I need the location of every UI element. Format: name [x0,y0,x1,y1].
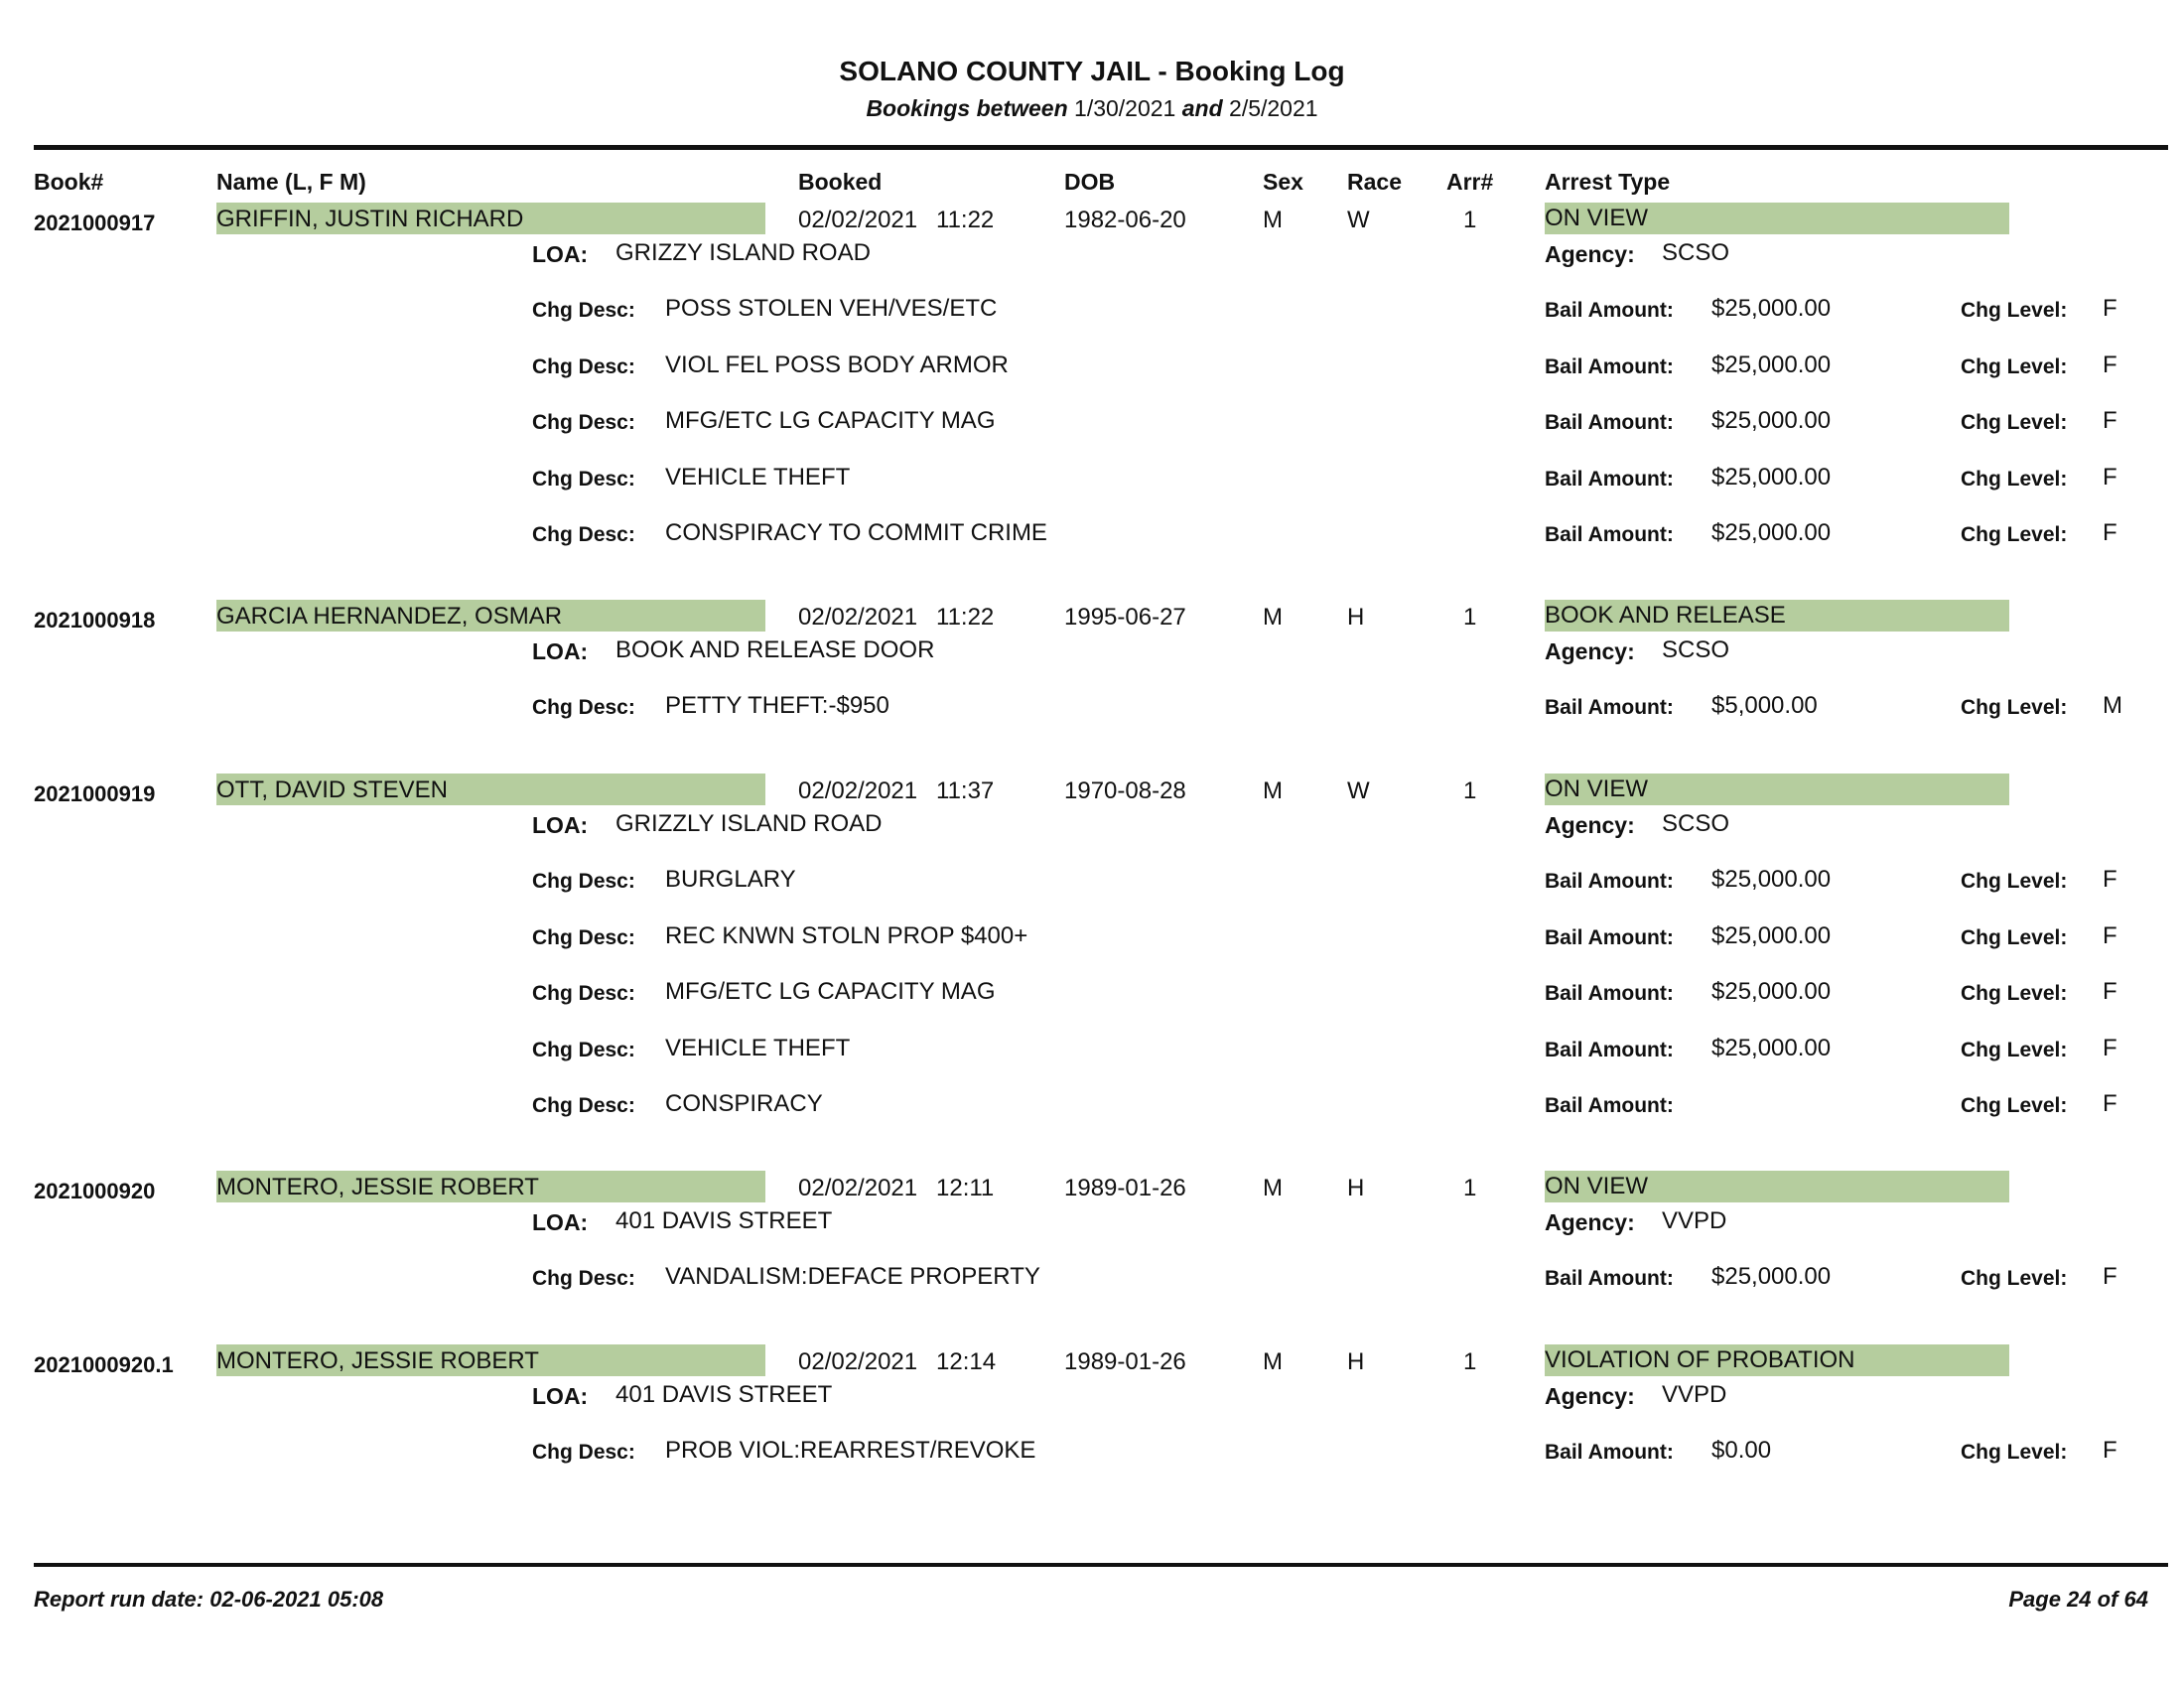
charge-level: F [2103,464,2117,491]
page-number: Page 24 of 64 [2008,1587,2148,1612]
date-of-birth: 1989-01-26 [1064,1175,1186,1201]
bail-amount: $25,000.00 [1711,407,1832,434]
bail-amount-label: Bail Amount: [1545,870,1674,893]
charge-description: PROB VIOL:REARREST/REVOKE [665,1437,1036,1464]
inmate-name: GRIFFIN, JUSTIN RICHARD [216,203,765,234]
charge-description: REC KNWN STOLN PROP $400+ [665,922,1028,949]
bail-amount-label: Bail Amount: [1545,696,1674,719]
date-to: 2/5/2021 [1229,95,1318,121]
agency-label: Agency: [1545,638,1635,664]
charge-description: CONSPIRACY TO COMMIT CRIME [665,519,1047,546]
bail-amount: $25,000.00 [1711,1263,1832,1290]
booked-time: 12:14 [936,1348,997,1375]
report-run-date: Report run date: 02-06-2021 05:08 [34,1587,384,1612]
sex: M [1263,1175,1283,1201]
charge-description: VANDALISM:DEFACE PROPERTY [665,1263,1040,1290]
agency-label: Agency: [1545,1209,1635,1235]
bail-amount-label: Bail Amount: [1545,468,1674,491]
inmate-name: OTT, DAVID STEVEN [216,774,765,805]
charge-level: M [2103,692,2122,719]
date-of-birth: 1989-01-26 [1064,1348,1186,1375]
loa-label: LOA: [532,1209,589,1235]
loa-label: LOA: [532,812,589,838]
agency-value: SCSO [1662,810,1730,837]
sex: M [1263,1348,1283,1375]
agency-label: Agency: [1545,812,1635,838]
bail-amount-label: Bail Amount: [1545,355,1674,378]
book-number: 2021000920.1 [34,1352,174,1377]
charge-desc-label: Chg Desc: [532,1039,635,1061]
charge-description: PETTY THEFT:-$950 [665,692,889,719]
charge-desc-label: Chg Desc: [532,523,635,546]
charge-desc-label: Chg Desc: [532,355,635,378]
bail-amount: $25,000.00 [1711,352,1832,378]
report-subtitle [0,95,2184,122]
sex: M [1263,207,1283,233]
charge-level: F [2103,1090,2117,1117]
charge-desc-label: Chg Desc: [532,696,635,719]
charge-level-label: Chg Level: [1961,299,2068,322]
agency-label: Agency: [1545,241,1635,267]
agency-value: VVPD [1662,1207,1727,1234]
charge-level-label: Chg Level: [1961,523,2068,546]
sex: M [1263,777,1283,804]
race: H [1347,604,1365,631]
charge-description: CONSPIRACY [665,1090,823,1117]
col-header-name: Name (L, F M) [216,169,366,195]
charge-level: F [2103,1035,2117,1061]
charge-level: F [2103,1437,2117,1464]
sex: M [1263,604,1283,631]
charge-desc-label: Chg Desc: [532,870,635,893]
loa-label: LOA: [532,241,589,267]
loa-value: GRIZZY ISLAND ROAD [615,239,871,266]
bottom-divider [34,1563,2168,1567]
charge-desc-label: Chg Desc: [532,982,635,1005]
charge-description: POSS STOLEN VEH/VES/ETC [665,295,998,322]
book-number: 2021000918 [34,608,156,633]
charge-level-label: Chg Level: [1961,468,2068,491]
charge-description: VEHICLE THEFT [665,1035,851,1061]
race: H [1347,1175,1365,1201]
bail-amount-label: Bail Amount: [1545,411,1674,434]
charge-level: F [2103,519,2117,546]
arrest-number: 1 [1463,604,1477,631]
charge-description: BURGLARY [665,866,796,893]
booked-time: 12:11 [936,1175,995,1201]
col-header-arrest-type: Arrest Type [1545,169,1671,195]
date-from: 1/30/2021 [1074,95,1176,121]
charge-description: VIOL FEL POSS BODY ARMOR [665,352,1009,378]
bail-amount-label: Bail Amount: [1545,1441,1674,1464]
subtitle-prefix: Bookings between [866,95,1068,121]
charge-desc-label: Chg Desc: [532,1094,635,1117]
book-number: 2021000919 [34,781,156,806]
loa-label: LOA: [532,1383,589,1409]
booking-record [0,1346,2184,1549]
date-of-birth: 1982-06-20 [1064,207,1186,233]
charge-level-label: Chg Level: [1961,870,2068,893]
charge-level-label: Chg Level: [1961,1267,2068,1290]
arrest-type: ON VIEW [1545,203,2009,234]
bail-amount: $25,000.00 [1711,1035,1832,1061]
subtitle-and: and [1181,95,1223,121]
arrest-number: 1 [1463,1348,1477,1375]
charge-level-label: Chg Level: [1961,982,2068,1005]
charge-description: MFG/ETC LG CAPACITY MAG [665,978,996,1005]
inmate-name: MONTERO, JESSIE ROBERT [216,1344,765,1376]
col-header-dob: DOB [1064,169,1116,195]
agency-value: VVPD [1662,1381,1727,1408]
charge-level: F [2103,866,2117,893]
report-title: SOLANO COUNTY JAIL - Booking Log [839,56,1345,86]
arrest-type: BOOK AND RELEASE [1545,600,2009,632]
bail-amount-label: Bail Amount: [1545,1267,1674,1290]
charge-level-label: Chg Level: [1961,926,2068,949]
charge-level: F [2103,922,2117,949]
col-header-booked: Booked [798,169,883,195]
booked-date: 02/02/2021 [798,1175,918,1201]
charge-level-label: Chg Level: [1961,1094,2068,1117]
charge-level: F [2103,407,2117,434]
book-number: 2021000917 [34,211,156,235]
book-number: 2021000920 [34,1179,156,1203]
charge-level-label: Chg Level: [1961,355,2068,378]
race: W [1347,207,1370,233]
charge-level-label: Chg Level: [1961,1441,2068,1464]
col-header-race: Race [1347,169,1402,195]
booked-date: 02/02/2021 [798,777,918,804]
charge-level: F [2103,1263,2117,1290]
agency-value: SCSO [1662,636,1730,663]
booking-record [0,775,2184,1117]
charge-level: F [2103,295,2117,322]
loa-value: GRIZZLY ISLAND ROAD [615,810,883,837]
charge-level: F [2103,978,2117,1005]
charge-desc-label: Chg Desc: [532,468,635,491]
booking-record [0,205,2184,546]
charge-desc-label: Chg Desc: [532,926,635,949]
booked-date: 02/02/2021 [798,207,918,233]
charge-description: VEHICLE THEFT [665,464,851,491]
arrest-number: 1 [1463,207,1477,233]
arrest-number: 1 [1463,777,1477,804]
charge-level-label: Chg Level: [1961,411,2068,434]
agency-label: Agency: [1545,1383,1635,1409]
booked-time: 11:22 [936,604,995,631]
booked-time: 11:37 [936,777,995,804]
bail-amount: $0.00 [1711,1437,1772,1464]
bail-amount-label: Bail Amount: [1545,926,1674,949]
race: W [1347,777,1370,804]
bail-amount-label: Bail Amount: [1545,1039,1674,1061]
bail-amount: $25,000.00 [1711,866,1832,893]
charge-level-label: Chg Level: [1961,1039,2068,1061]
charge-level-label: Chg Level: [1961,696,2068,719]
arrest-number: 1 [1463,1175,1477,1201]
charge-desc-label: Chg Desc: [532,1441,635,1464]
charge-desc-label: Chg Desc: [532,411,635,434]
arrest-type: ON VIEW [1545,1171,2009,1202]
loa-value: 401 DAVIS STREET [615,1381,833,1408]
booked-date: 02/02/2021 [798,604,918,631]
arrest-type: ON VIEW [1545,774,2009,805]
bail-amount: $25,000.00 [1711,922,1832,949]
inmate-name: GARCIA HERNANDEZ, OSMAR [216,600,765,632]
date-of-birth: 1970-08-28 [1064,777,1186,804]
booked-date: 02/02/2021 [798,1348,918,1375]
bail-amount-label: Bail Amount: [1545,1094,1674,1117]
bail-amount: $25,000.00 [1711,978,1832,1005]
date-of-birth: 1995-06-27 [1064,604,1186,631]
bail-amount-label: Bail Amount: [1545,523,1674,546]
col-header-arr-no: Arr# [1446,169,1494,195]
charge-level: F [2103,352,2117,378]
charge-description: MFG/ETC LG CAPACITY MAG [665,407,996,434]
bail-amount-label: Bail Amount: [1545,982,1674,1005]
agency-value: SCSO [1662,239,1730,266]
bail-amount: $25,000.00 [1711,295,1832,322]
bail-amount: $5,000.00 [1711,692,1818,719]
race: H [1347,1348,1365,1375]
bail-amount: $25,000.00 [1711,464,1832,491]
col-header-sex: Sex [1263,169,1303,195]
charge-desc-label: Chg Desc: [532,1267,635,1290]
bail-amount-label: Bail Amount: [1545,299,1674,322]
bail-amount: $25,000.00 [1711,519,1832,546]
arrest-type: VIOLATION OF PROBATION [1545,1344,2009,1376]
loa-value: BOOK AND RELEASE DOOR [615,636,935,663]
charge-desc-label: Chg Desc: [532,299,635,322]
booked-time: 11:22 [936,207,995,233]
loa-value: 401 DAVIS STREET [615,1207,833,1234]
top-divider [34,145,2168,150]
col-header-book-no: Book# [34,169,104,195]
loa-label: LOA: [532,638,589,664]
inmate-name: MONTERO, JESSIE ROBERT [216,1171,765,1202]
